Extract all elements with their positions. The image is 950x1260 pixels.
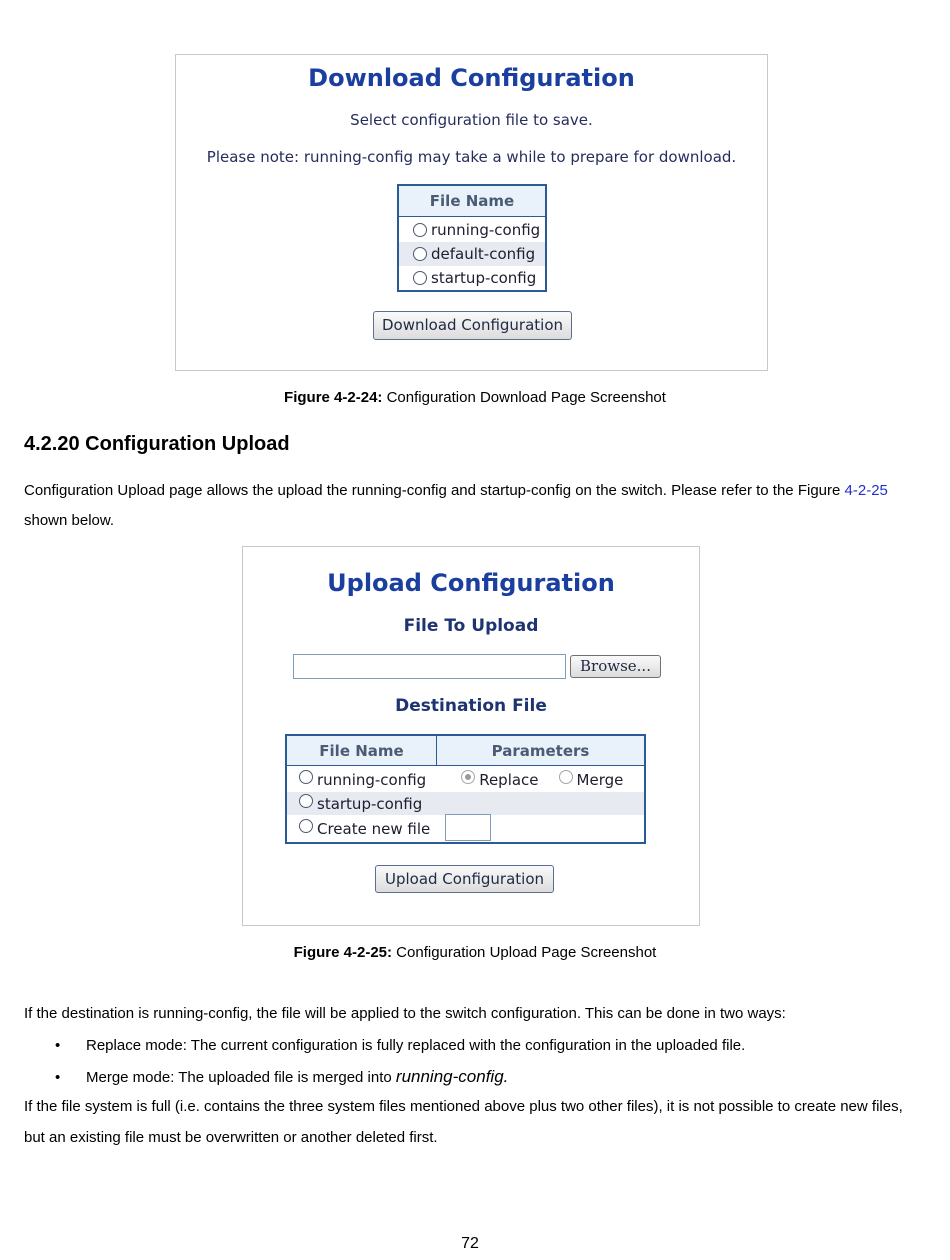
dest-file-label: startup-config <box>317 794 423 813</box>
intro-continuation: shown below. <box>24 512 115 529</box>
caption-label: Figure 4-2-24: <box>284 389 383 406</box>
default-config-radio[interactable] <box>413 247 427 261</box>
caption-text: Configuration Upload Page Screenshot <box>396 944 657 961</box>
figure-link[interactable]: 4-2-25 <box>844 482 888 499</box>
download-row-default-config[interactable] <box>399 242 545 266</box>
destination-file-label: Destination File <box>395 696 547 716</box>
file-to-upload-label: File To Upload <box>403 616 539 636</box>
running-config-radio[interactable] <box>413 223 427 237</box>
dest-row-startup-config[interactable] <box>287 792 644 815</box>
dest-col-parameters: Parameters <box>437 736 644 766</box>
browse-button[interactable]: Browse... <box>570 655 661 678</box>
bullet-item <box>55 1038 745 1053</box>
merge-radio[interactable] <box>559 770 573 784</box>
destination-file-table <box>285 734 646 844</box>
dest-file-label: running-config <box>317 770 427 789</box>
download-col-file-name: File Name <box>399 186 545 217</box>
section-heading: 4.2.20 Configuration Upload <box>24 433 290 455</box>
bullet-dot: • <box>55 1069 61 1086</box>
download-title: Download Configuration <box>308 64 635 92</box>
download-config-screenshot <box>175 54 768 371</box>
download-note: Please note: running-config may take a while to prepare for download. <box>206 148 737 166</box>
download-configuration-button[interactable]: Download Configuration <box>373 311 572 340</box>
file-path-input[interactable] <box>293 654 566 679</box>
paragraph-destination: If the destination is running-config, the file will be applied to the switch configuration. This can be done in two ways: <box>24 1005 786 1022</box>
paragraph-file-system-line2: but an existing file must be overwritten or another deleted first. <box>24 1129 438 1146</box>
download-file-label: startup-config <box>431 269 537 287</box>
caption-text: Configuration Download Page Screenshot <box>386 389 666 406</box>
dest-file-label: Create new file <box>317 819 431 838</box>
dest-running-config-radio[interactable] <box>299 770 313 784</box>
download-instruction: Select configuration file to save. <box>350 111 593 129</box>
download-file-label: running-config <box>431 221 541 239</box>
upload-title: Upload Configuration <box>327 569 615 597</box>
new-file-name-input[interactable] <box>445 814 491 841</box>
page-number: 72 <box>461 1235 479 1252</box>
dest-row-running-config[interactable] <box>287 767 644 792</box>
dest-col-file-name: File Name <box>287 736 437 766</box>
replace-label: Replace <box>479 770 539 789</box>
upload-figure-caption <box>0 944 950 961</box>
upload-configuration-button[interactable]: Upload Configuration <box>375 865 554 893</box>
replace-radio[interactable] <box>461 770 475 784</box>
bullet-dot: • <box>55 1037 61 1054</box>
caption-label: Figure 4-2-25: <box>293 944 392 961</box>
bullet-item <box>55 1069 508 1085</box>
dest-row-create-new-file[interactable] <box>287 815 644 842</box>
merge-label: Merge <box>576 770 624 789</box>
intro-text: Configuration Upload page allows the upload the running-config and startup-config on the switch. Please refer to the Figure <box>24 482 841 499</box>
startup-config-radio[interactable] <box>413 271 427 285</box>
download-figure-caption <box>0 389 950 406</box>
download-file-table <box>397 184 547 292</box>
dest-startup-config-radio[interactable] <box>299 794 313 808</box>
bullet-text: Replace mode: The current configuration is fully replaced with the configuration in the uploaded file. <box>86 1037 746 1054</box>
download-file-label: default-config <box>431 245 536 263</box>
intro-paragraph <box>24 483 888 498</box>
upload-config-screenshot <box>242 546 700 926</box>
download-row-startup-config[interactable] <box>399 266 545 290</box>
bullet-text: Merge mode: The uploaded file is merged into <box>86 1069 396 1086</box>
create-new-file-radio[interactable] <box>299 819 313 833</box>
download-row-running-config[interactable] <box>399 218 545 242</box>
paragraph-file-system-line1: If the file system is full (i.e. contains the three system files mentioned above plus two other files), it is not possible to create new files, <box>24 1098 903 1115</box>
bullet-emphasis: running-config. <box>395 1067 509 1086</box>
